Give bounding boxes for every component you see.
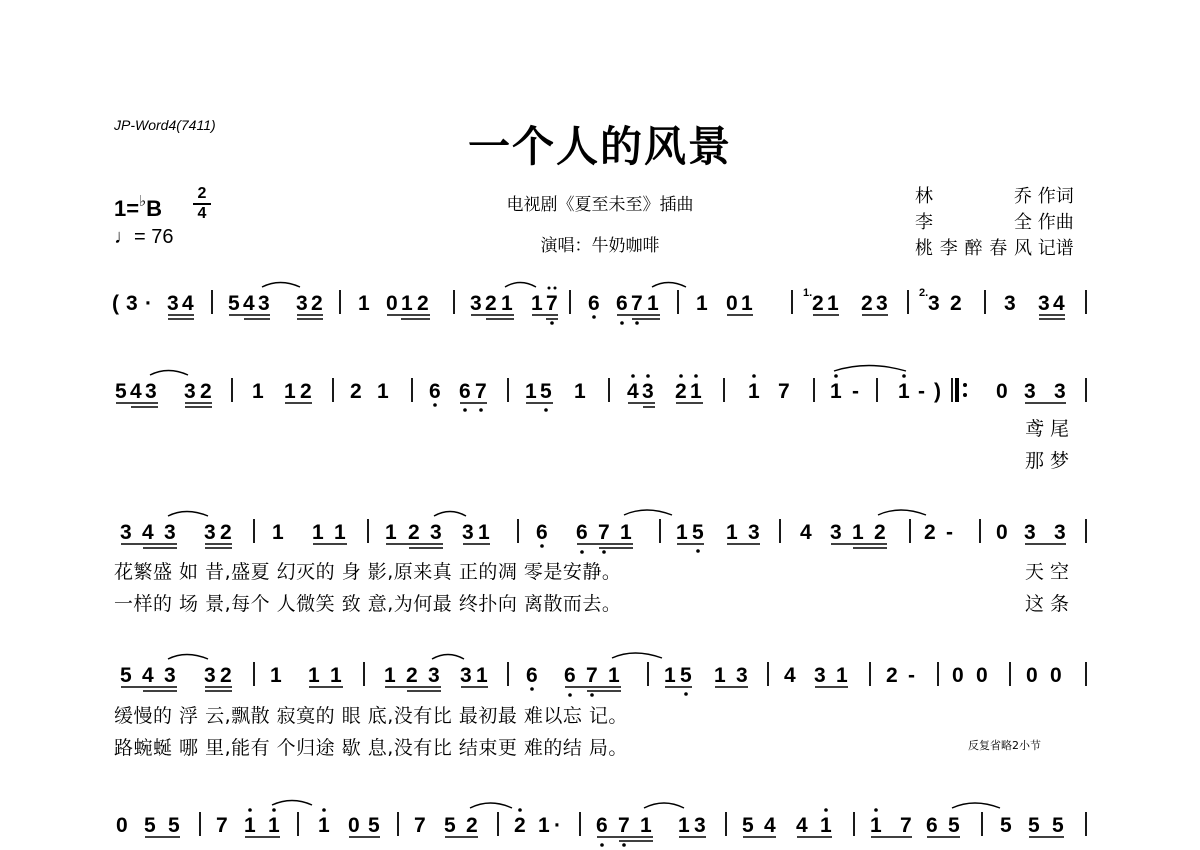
measure-6: 1 <box>696 292 708 315</box>
measure-20: 3 <box>120 521 132 544</box>
measure-45: 5 <box>1052 814 1064 837</box>
measure-19: 3 <box>1024 380 1036 403</box>
key-note: B <box>146 196 163 221</box>
measure-7: 1 <box>827 292 839 315</box>
measure-1: 3 <box>167 292 179 315</box>
measure-20: 2 <box>220 521 232 544</box>
measure-7: 3 <box>876 292 888 315</box>
measure-39: 0 <box>348 814 360 837</box>
measure-38: 7 <box>216 814 228 837</box>
measure-16: 1 <box>748 380 760 403</box>
measure-44: 1 <box>870 814 882 837</box>
measure-33: 3 <box>814 664 826 687</box>
measure-16: 7 <box>778 380 790 403</box>
score-line-1 <box>112 284 1092 324</box>
measure-19: 3 <box>1054 380 1066 403</box>
measure-9: 4 <box>1053 292 1065 315</box>
measure-32: 3 <box>736 664 748 687</box>
lyric-line3-verse1: 花繁盛 如 昔,盛夏 幻灭的 身 影,原来真 正的凋 零是安静。 <box>114 561 622 583</box>
measure-7: 2 <box>812 292 824 315</box>
measure-42: 7 <box>618 814 630 837</box>
measure-3: 1 <box>401 292 413 315</box>
measure-15: 3 <box>642 380 654 403</box>
measure-1: · <box>145 292 152 315</box>
measure-14: 5 <box>540 380 552 403</box>
software-label: JP-Word4(7411) <box>114 117 216 133</box>
singer: 演唱：牛奶咖啡 <box>540 236 660 256</box>
measure-17: - <box>852 380 859 403</box>
score-line-5-notes <box>112 806 1088 846</box>
measure-41: · <box>554 814 561 837</box>
measure-28: 4 <box>142 664 154 687</box>
lyric-side-verse1: 鸢尾 <box>1025 418 1076 440</box>
measure-10: 2 <box>200 380 212 403</box>
lyric-line3-side-verse1: 天空 <box>1025 561 1076 583</box>
score-line-4 <box>112 656 1092 696</box>
measure-5: 7 <box>631 292 643 315</box>
measure-5: 1 <box>647 292 659 315</box>
measure-40: 2 <box>466 814 478 837</box>
measure-37: 5 <box>168 814 180 837</box>
measure-36: 0 <box>1026 664 1038 687</box>
measure-4: 1 <box>531 292 543 315</box>
measure-18: 1 <box>898 380 910 403</box>
measure-18: ) <box>934 380 941 403</box>
measure-4: 3 <box>470 292 482 315</box>
measure-15: 1 <box>690 380 702 403</box>
measure-44: 7 <box>900 814 912 837</box>
measure-37: 5 <box>144 814 156 837</box>
measure-30: 1 <box>476 664 488 687</box>
measure-6: 0 <box>726 292 738 315</box>
measure-5: 6 <box>588 292 600 315</box>
measure-10: 4 <box>130 380 142 403</box>
measure-10: 3 <box>184 380 196 403</box>
measure-15: 4 <box>627 380 639 403</box>
measure-13: 7 <box>475 380 487 403</box>
measure-38: 1 <box>268 814 280 837</box>
measure-42: 1 <box>678 814 690 837</box>
measure-23: 6 <box>536 521 548 544</box>
quarter-note-icon: ♩ <box>114 226 134 248</box>
measure-34: 2 <box>886 664 898 687</box>
measure-18: - <box>918 380 925 403</box>
measure-10: 3 <box>145 380 157 403</box>
measure-22: 3 <box>430 521 442 544</box>
measure-29: 1 <box>270 664 282 687</box>
measure-29: 1 <box>330 664 342 687</box>
measure-45: 5 <box>1028 814 1040 837</box>
measure-11: 1 <box>284 380 296 403</box>
measure-25: 1 <box>852 521 864 544</box>
measure-30: 1 <box>384 664 396 687</box>
measure-43: 1 <box>820 814 832 837</box>
score-line-3 <box>112 513 1092 553</box>
credit-name: 李全 <box>915 212 1032 233</box>
measure-27: 3 <box>1024 521 1036 544</box>
measure-30: 3 <box>460 664 472 687</box>
measure-35: 0 <box>952 664 964 687</box>
measure-40: 7 <box>414 814 426 837</box>
measure-43: 4 <box>764 814 776 837</box>
score-line-4-notes <box>112 656 1088 696</box>
credit-transcriber <box>915 234 1074 260</box>
measure-42: 6 <box>596 814 608 837</box>
measure-44: 5 <box>948 814 960 837</box>
measure-13: 6 <box>429 380 441 403</box>
measure-20: 4 <box>142 521 154 544</box>
measure-28: 3 <box>164 664 176 687</box>
credit-name: 林乔 <box>915 186 1032 207</box>
measure-21: 1 <box>312 521 324 544</box>
measure-30: 2 <box>406 664 418 687</box>
measure-35: 0 <box>976 664 988 687</box>
measure-24: 1 <box>726 521 738 544</box>
flat-icon: ♭ <box>139 193 147 210</box>
measure-2: 5 <box>228 292 240 315</box>
measure-12: 2 <box>350 380 362 403</box>
measure-2: 4 <box>243 292 255 315</box>
measure-43: 4 <box>796 814 808 837</box>
measure-28: 5 <box>120 664 132 687</box>
measure-33: 4 <box>784 664 796 687</box>
measure-3: 2 <box>417 292 429 315</box>
measure-2: 3 <box>258 292 270 315</box>
measure-41: 2 <box>514 814 526 837</box>
measure-45: 5 <box>1000 814 1012 837</box>
measure-42: 1 <box>640 814 652 837</box>
measure-24: 3 <box>748 521 760 544</box>
measure-25: 3 <box>830 521 842 544</box>
measure-31: 1 <box>608 664 620 687</box>
measure-12: 1 <box>377 380 389 403</box>
measure-32: 1 <box>714 664 726 687</box>
measure-10: 5 <box>115 380 127 403</box>
repeat-note: 反复省略2小节 <box>968 739 1041 752</box>
measure-29: 1 <box>308 664 320 687</box>
measure-40: 5 <box>444 814 456 837</box>
measure-25: 2 <box>874 521 886 544</box>
credit-role: 记谱 <box>1037 238 1074 259</box>
measure-32: 5 <box>680 664 692 687</box>
measure-21: 1 <box>334 521 346 544</box>
measure-23: 1 <box>620 521 632 544</box>
volta-2: 2. <box>919 287 929 299</box>
measure-8: 2 <box>950 292 962 315</box>
measure-31: 6 <box>564 664 576 687</box>
measure-14: 1 <box>574 380 586 403</box>
measure-36: 0 <box>1050 664 1062 687</box>
measure-39: 5 <box>368 814 380 837</box>
measure-27: 3 <box>1054 521 1066 544</box>
credit-role: 作词 <box>1037 186 1074 207</box>
credit-name: 桃李醉春风 <box>915 238 1032 259</box>
measure-44: 6 <box>926 814 938 837</box>
volta-1: 1. <box>803 287 813 299</box>
measure-1: 4 <box>182 292 194 315</box>
measure-5: 6 <box>616 292 628 315</box>
credit-composer <box>915 208 1074 234</box>
score-line-1-notes <box>112 284 1088 324</box>
measure-22: 1 <box>478 521 490 544</box>
measure-25: 4 <box>800 521 812 544</box>
measure-41: 1 <box>538 814 550 837</box>
measure-7: 2 <box>861 292 873 315</box>
measure-9: 3 <box>1038 292 1050 315</box>
score-line-5 <box>112 806 1092 846</box>
measure-23: 7 <box>598 521 610 544</box>
measure-37: 0 <box>116 814 128 837</box>
score-line-2 <box>112 372 1092 412</box>
measure-42: 3 <box>694 814 706 837</box>
measure-2: 2 <box>311 292 323 315</box>
measure-27: 0 <box>996 521 1008 544</box>
measure-8: 3 <box>928 292 940 315</box>
key-prefix: 1= <box>114 196 140 221</box>
measure-34: - <box>908 664 915 687</box>
measure-39: 1 <box>318 814 330 837</box>
measure-20: 3 <box>204 521 216 544</box>
measure-3: 0 <box>386 292 398 315</box>
measure-22: 2 <box>408 521 420 544</box>
measure-23: 6 <box>576 521 588 544</box>
measure-6: 1 <box>741 292 753 315</box>
measure-20: 3 <box>164 521 176 544</box>
measure-43: 5 <box>742 814 754 837</box>
time-signature-bottom: 4 <box>197 205 207 222</box>
measure-11: 2 <box>300 380 312 403</box>
measure-24: 1 <box>676 521 688 544</box>
measure-24: 5 <box>692 521 704 544</box>
lyric-line3-side-verse2: 这条 <box>1025 593 1076 615</box>
measure-21: 1 <box>272 521 284 544</box>
measure-17: 1 <box>830 380 842 403</box>
measure-31: 7 <box>586 664 598 687</box>
score-line-2-notes <box>112 372 1088 412</box>
measure-13: 6 <box>459 380 471 403</box>
lyric-line4-verse2: 路蜿蜒 哪 里,能有 个归途 歇 息,没有比 结束更 难的结 局。 <box>114 737 628 759</box>
measure-38: 1 <box>244 814 256 837</box>
measure-1: ( <box>112 292 119 315</box>
subtitle: 电视剧《夏至未至》插曲 <box>506 195 694 215</box>
lyric-side-verse2: 那梦 <box>1025 450 1076 472</box>
credit-role: 作曲 <box>1037 212 1074 233</box>
measure-31: 6 <box>526 664 538 687</box>
measure-4: 2 <box>485 292 497 315</box>
measure-14: 1 <box>525 380 537 403</box>
measure-22: 3 <box>462 521 474 544</box>
measure-26: - <box>946 521 953 544</box>
measure-11: 1 <box>252 380 264 403</box>
tempo-value: = 76 <box>134 226 174 248</box>
measure-9: 3 <box>1004 292 1016 315</box>
song-title: 一个人的风景 <box>467 122 732 171</box>
measure-33: 1 <box>836 664 848 687</box>
measure-19: 0 <box>996 380 1008 403</box>
measure-4: 1 <box>501 292 513 315</box>
measure-1: 3 <box>126 292 138 315</box>
measure-30: 3 <box>428 664 440 687</box>
measure-2: 3 <box>296 292 308 315</box>
measure-4: 7 <box>546 292 558 315</box>
measure-3: 1 <box>358 292 370 315</box>
lyric-line3-verse2: 一样的 场 景,每个 人微笑 致 意,为何最 终扑向 离散而去。 <box>114 593 622 615</box>
measure-32: 1 <box>664 664 676 687</box>
measure-15: 2 <box>675 380 687 403</box>
credit-lyricist <box>915 182 1074 208</box>
time-signature-top: 2 <box>197 185 207 202</box>
score-line-3-notes <box>112 513 1088 553</box>
measure-28: 3 <box>204 664 216 687</box>
measure-22: 1 <box>385 521 397 544</box>
measure-26: 2 <box>924 521 936 544</box>
measure-28: 2 <box>220 664 232 687</box>
lyric-line4-verse1: 缓慢的 浮 云,飘散 寂寞的 眼 底,没有比 最初最 难以忘 记。 <box>114 705 628 727</box>
